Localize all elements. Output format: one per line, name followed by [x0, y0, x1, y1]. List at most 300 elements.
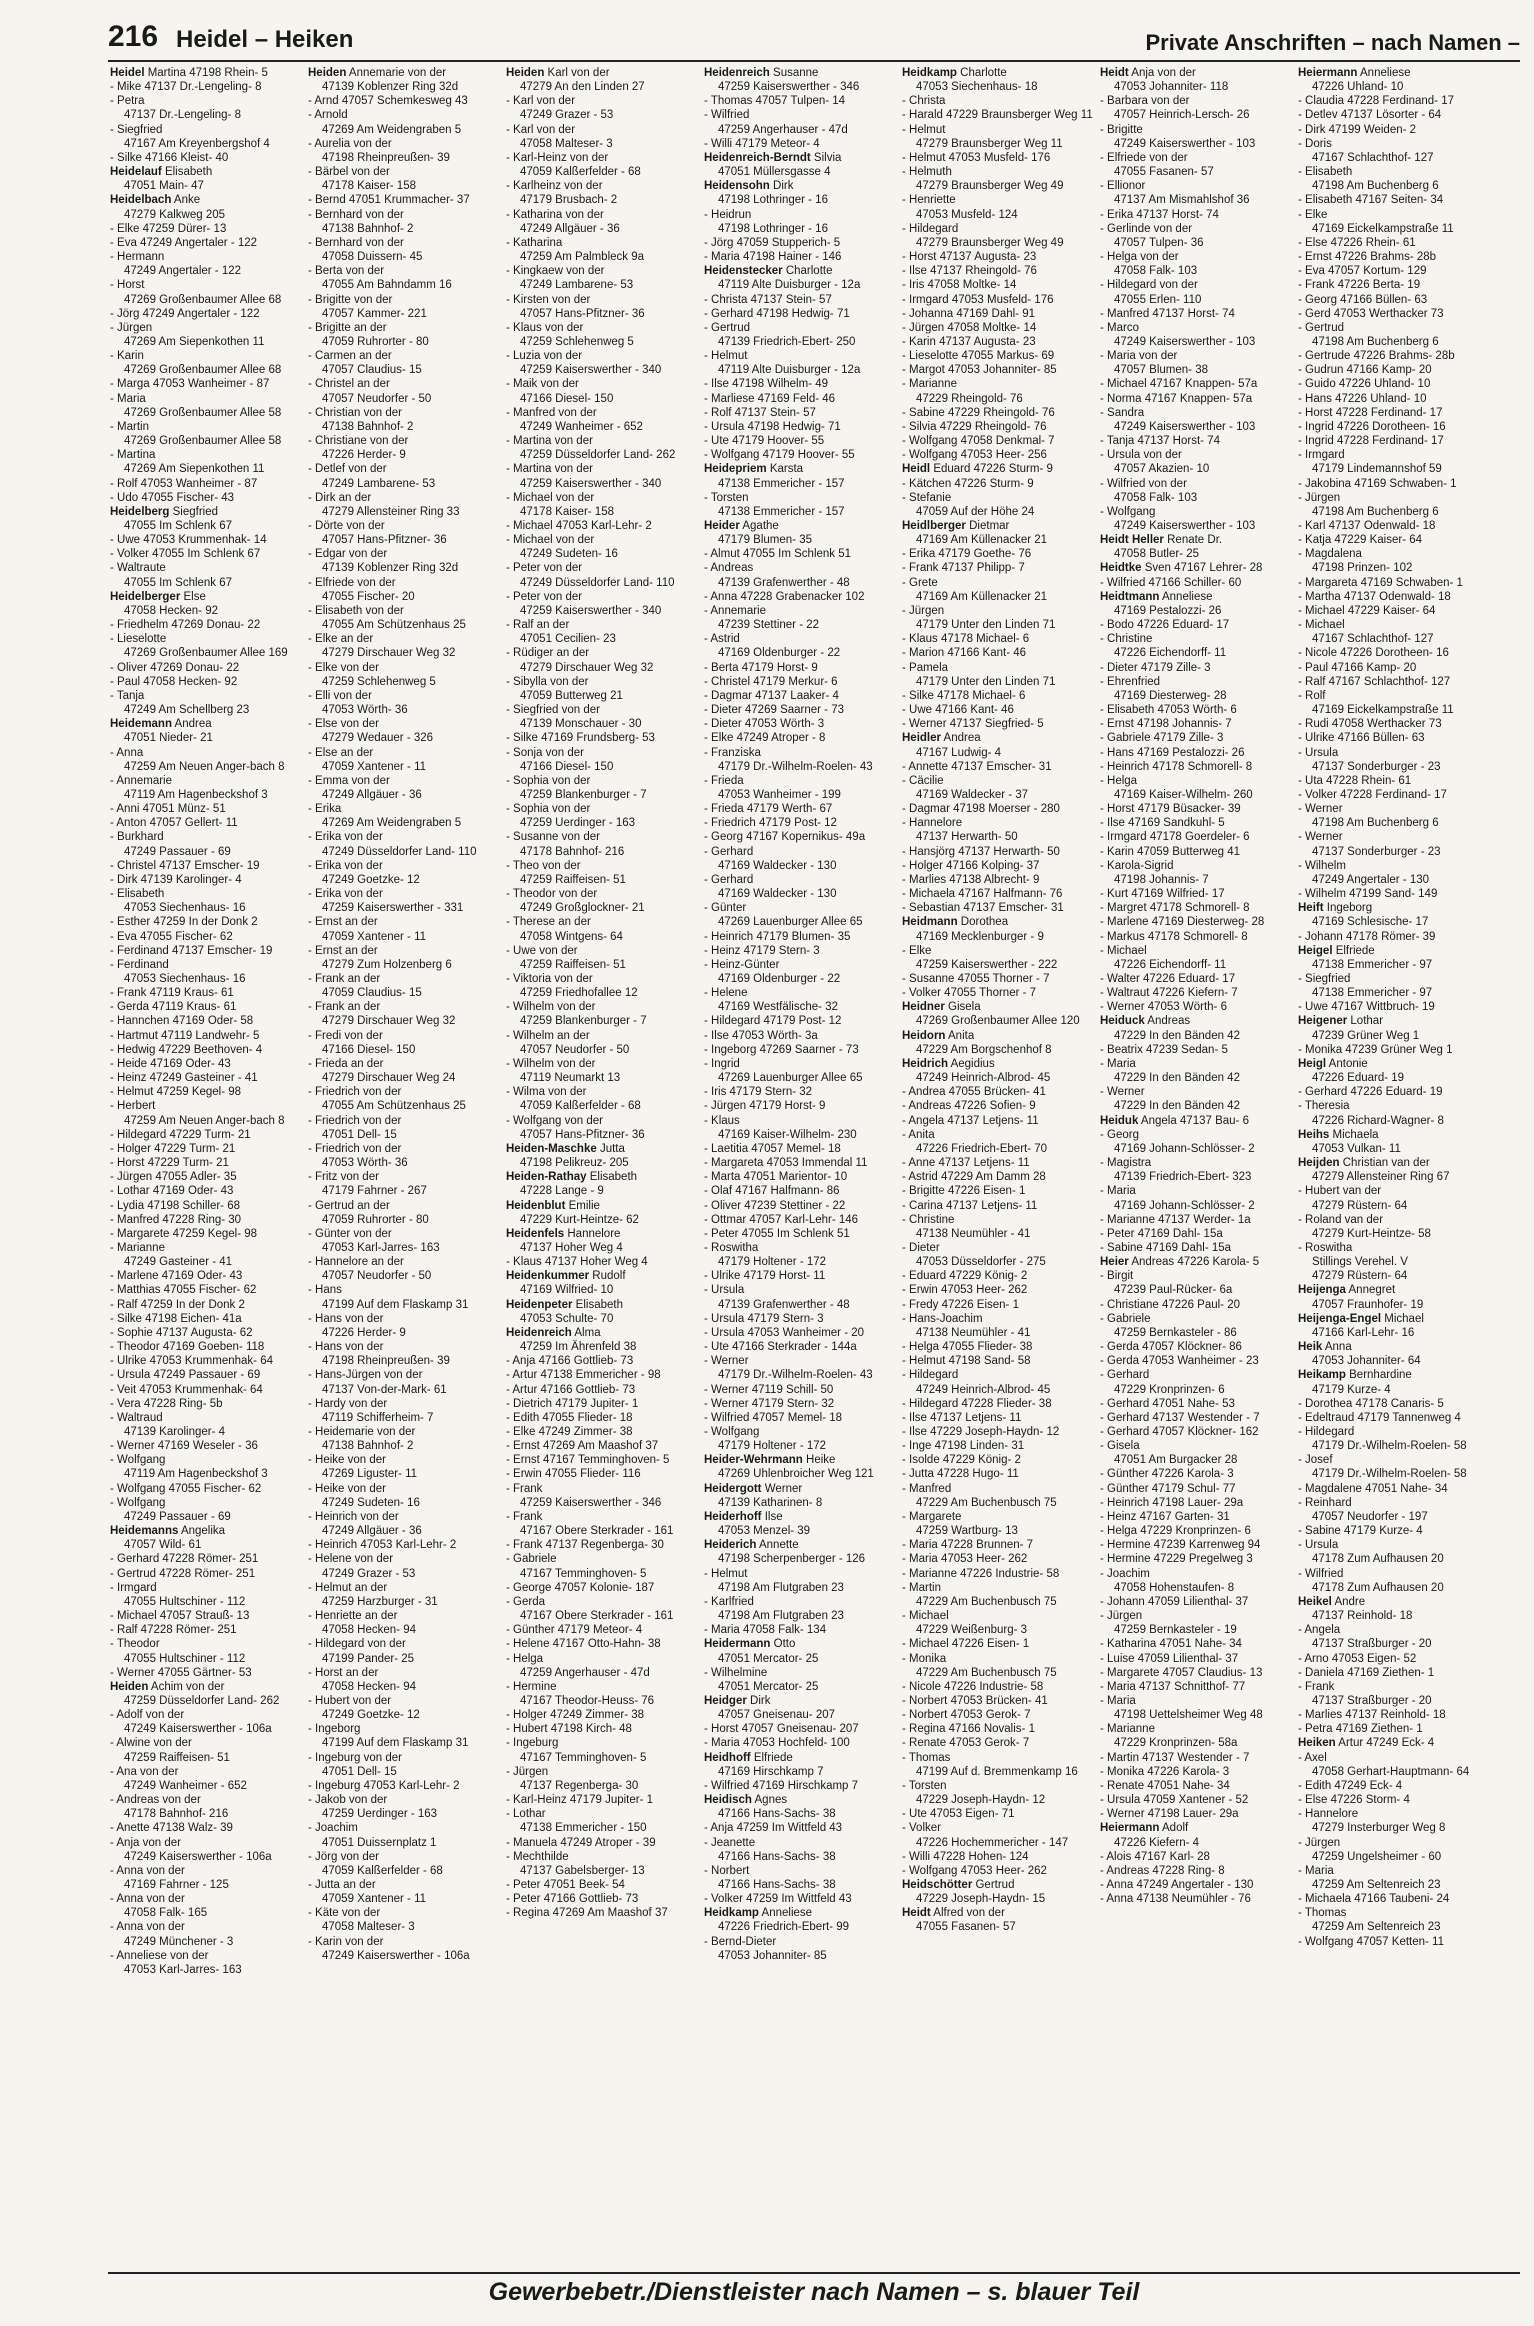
directory-entry: - Hildegard von der	[308, 1638, 406, 1651]
directory-entry: - Martha 47137 Odenwald- 18	[1298, 590, 1451, 603]
directory-entry: 47279 Wedauer - 326	[322, 732, 434, 745]
directory-entry: 47057 Neudorfer - 50	[322, 1270, 432, 1283]
directory-entry: - Susanne von der	[506, 831, 600, 844]
directory-entry: 47229 Joseph-Haydn- 12	[916, 1794, 1046, 1807]
directory-entry: - Marlene 47169 Oder- 43	[110, 1270, 243, 1283]
directory-entry: 47279 Allensteiner Ring 67	[1312, 1171, 1450, 1184]
directory-entry: - Käte von der	[308, 1907, 381, 1920]
surname-heading: Heidisch	[704, 1794, 752, 1807]
directory-entry: 47259 Kaiserswerther - 331	[322, 902, 464, 915]
directory-entry: 47051 Mercator- 25	[718, 1652, 819, 1665]
directory-entry: Heidner Gisela	[902, 1001, 981, 1014]
directory-entry: - Else von der	[308, 718, 379, 731]
directory-entry: - Carina 47137 Letjens- 11	[902, 1199, 1038, 1212]
directory-entry: - Eduard 47229 König- 2	[902, 1270, 1028, 1283]
directory-entry: 47169 Westfälische- 32	[718, 1001, 838, 1014]
directory-entry: 47059 Ruhrorter - 80	[322, 335, 429, 348]
directory-entry: - Frank 47137 Regenberga- 30	[506, 1539, 664, 1552]
directory-entry: - Helga	[506, 1652, 544, 1665]
directory-entry: - Peter von der	[506, 590, 583, 603]
directory-entry: - Frank	[506, 1482, 543, 1495]
directory-entry: - Werner	[704, 1355, 749, 1368]
directory-entry: - Werner 47137 Siegfried- 5	[902, 718, 1044, 731]
directory-entry: - Michael von der	[506, 491, 595, 504]
directory-entry: 47119 Am Hagenbeckshof 3	[124, 788, 268, 801]
directory-entry: 47198 Am Buchenberg 6	[1312, 505, 1439, 518]
directory-entry: - Anna 47228 Grabenacker 102	[704, 590, 865, 603]
directory-entry: - Horst 47228 Ferdinand- 17	[1298, 406, 1443, 419]
directory-entry: Heigel Elfriede	[1298, 944, 1375, 957]
directory-entry: - Karola-Sigrid	[1100, 859, 1174, 872]
directory-entry: - Fritz von der	[308, 1171, 379, 1184]
surname-heading: Heidelbach	[110, 194, 172, 207]
directory-entry: - Edith 47249 Eck- 4	[1298, 1779, 1403, 1792]
surname-heading: Heidkamp	[902, 67, 957, 79]
directory-entry: - Georg 47166 Büllen- 63	[1298, 293, 1428, 306]
directory-entry: - Helmut an der	[308, 1581, 388, 1594]
directory-entry: - Sabine 47229 Rheingold- 76	[902, 406, 1055, 419]
directory-entry: - Helmut	[704, 1567, 748, 1580]
directory-entry: 47259 Blankenburger - 7	[520, 1015, 647, 1028]
directory-entry: 47249 Am Schellberg 23	[124, 704, 250, 717]
directory-entry: Heidelbach Anke	[110, 194, 201, 207]
directory-entry: 47226 Friedrich-Ebert- 70	[916, 1142, 1048, 1155]
directory-entry: - Horst	[110, 279, 145, 292]
directory-entry: 47169 Diesterweg- 28	[1114, 689, 1227, 702]
directory-entry: - Fredi von der	[308, 1029, 383, 1042]
surname-heading: Heijenga-Engel	[1298, 1312, 1382, 1325]
directory-entry: - Gertrude 47226 Brahms- 28b	[1298, 350, 1455, 363]
page-number: 216	[108, 20, 159, 53]
directory-entry: 47058 Gerhart-Hauptmann- 64	[1312, 1765, 1470, 1778]
section-title: Private Anschriften – nach Namen –	[1145, 30, 1520, 55]
directory-entry: - Franziska	[704, 746, 761, 759]
directory-entry: - Hubert van der	[1298, 1185, 1382, 1198]
directory-entry: - Erwin 47055 Flieder- 116	[506, 1468, 641, 1481]
directory-entry: 47055 Fasanen- 57	[1114, 166, 1214, 179]
directory-entry: - Irmgard	[110, 1581, 157, 1594]
surname-heading: Heigel	[1298, 944, 1333, 957]
directory-entry: - Friedhelm 47269 Donau- 22	[110, 619, 261, 632]
directory-entry: 47279 Dirschauer Weg 32	[520, 661, 654, 674]
directory-entry: 47249 Grazer - 53	[520, 109, 614, 122]
directory-entry: 47051 Cecilien- 23	[520, 633, 616, 646]
directory-entry: - Gerhard 47051 Nahe- 53	[1100, 1397, 1235, 1410]
directory-entry: 47053 Siechenhaus- 16	[124, 902, 246, 915]
directory-entry: Heift Ingeborg	[1298, 902, 1373, 915]
directory-entry: - Tanja 47137 Horst- 74	[1100, 435, 1220, 448]
directory-entry: - Hildegard 47179 Post- 12	[704, 1015, 842, 1028]
directory-entry: 47249 Allgäuer - 36	[322, 788, 422, 801]
directory-entry: 47259 Ungelsheimer - 60	[1312, 1850, 1442, 1863]
directory-entry: - Anne 47137 Letjens- 11	[902, 1157, 1030, 1170]
directory-entry: - Ursula	[704, 1284, 745, 1297]
directory-entry: - Regina 47269 Am Maashof 37	[506, 1907, 668, 1920]
directory-entry: - Herbert	[110, 1100, 156, 1113]
directory-entry: 47198 Rheinpreußen- 39	[322, 151, 450, 164]
directory-entry: - Ursula 47059 Xantener - 52	[1100, 1794, 1249, 1807]
directory-entry: - Helene	[704, 987, 748, 1000]
surname-heading: Heiermann	[1100, 1822, 1160, 1835]
directory-entry: - Wolfgang 47058 Denkmal- 7	[902, 435, 1055, 448]
directory-entry: - Werner	[1298, 831, 1343, 844]
directory-entry: - Monika 47239 Grüner Weg 1	[1298, 1043, 1453, 1056]
directory-entry: - Martina von der	[506, 435, 593, 448]
directory-entry: - Ute 47053 Eigen- 71	[902, 1808, 1015, 1821]
directory-entry: - Katharina von der	[506, 208, 604, 221]
directory-entry: 47199 Auf dem Flaskamp 31	[322, 1298, 469, 1311]
directory-entry: - Ernst 47269 Am Maashof 37	[506, 1440, 659, 1453]
surname-heading: Heidenkummer	[506, 1270, 590, 1283]
directory-entry: - Frank	[1298, 1680, 1335, 1693]
directory-entry: - Karl-Heinz 47179 Jupiter- 1	[506, 1794, 654, 1807]
directory-entry: 47198 Lothringer - 16	[718, 194, 828, 207]
directory-entry: - Volker 47228 Ferdinand- 17	[1298, 788, 1447, 801]
directory-entry: 47138 Emmericher - 157	[718, 505, 845, 518]
surname-heading: Heidelberg	[110, 505, 170, 518]
directory-entry: - Johanna 47169 Dahl- 91	[902, 307, 1035, 320]
directory-entry: 47059 Xantener - 11	[322, 1893, 427, 1906]
directory-entry: - Iris 47058 Moltke- 14	[902, 279, 1017, 292]
directory-entry: - Georg	[1100, 1128, 1139, 1141]
directory-entry: 47259 Kaiserswerther - 340	[520, 477, 662, 490]
directory-entry: 47169 Pestalozzi- 26	[1114, 604, 1222, 617]
directory-entry: - Viktoria von der	[506, 973, 593, 985]
directory-entry: - Gerhard 47137 Westender - 7	[1100, 1411, 1260, 1424]
directory-entry: 47259 Uerdinger - 163	[520, 817, 636, 830]
directory-entry: 47198 Prinzen- 102	[1312, 562, 1413, 575]
directory-entry: Heidisch Agnes	[704, 1794, 788, 1807]
directory-entry: 47179 Holtener - 172	[718, 1440, 827, 1453]
directory-entry: 47229 In den Bänden 42	[1114, 1100, 1240, 1113]
directory-entry: - Doris	[1298, 137, 1332, 150]
directory-entry: - Frank 47119 Kraus- 61	[110, 987, 234, 1000]
directory-entry: - Ingrid	[704, 1057, 740, 1070]
directory-entry: - Guido 47226 Uhland- 10	[1298, 378, 1431, 391]
directory-entry: - Laetitia 47057 Memel- 18	[704, 1142, 841, 1155]
directory-entry: - Maria von der	[1100, 350, 1178, 363]
directory-entry: - Marianne 47137 Werder- 1a	[1100, 1213, 1251, 1226]
directory-entry: 47167 Obere Sterkrader - 161	[520, 1525, 674, 1538]
directory-entry: 47058 Malteser- 3	[322, 1921, 415, 1934]
directory-entry: - Harald 47229 Braunsberger Weg 11	[902, 109, 1093, 122]
directory-entry: - Lieselotte	[110, 633, 167, 646]
directory-entry: 47259 Am Neuen Anger-bach 8	[124, 1114, 285, 1127]
directory-entry: 47053 Johanniter- 64	[1312, 1355, 1421, 1368]
directory-entry: 47229 Am Buchenbusch 75	[916, 1496, 1057, 1509]
directory-entry: - Nicole 47226 Industrie- 58	[902, 1680, 1044, 1693]
directory-entry: 47055 Am Bahndamm 16	[322, 279, 452, 292]
directory-entry: 47169 Schlesische- 17	[1312, 916, 1429, 929]
directory-entry: 47249 Angertaler - 130	[1312, 873, 1430, 886]
directory-entry: - George 47057 Kolonie- 187	[506, 1581, 655, 1594]
directory-entry: - Wilfried 47057 Memel- 18	[704, 1411, 843, 1424]
directory-entry: 47053 Musfeld- 124	[916, 208, 1018, 221]
directory-entry: - Margareta 47169 Schwaben- 1	[1298, 576, 1463, 589]
directory-entry: Heidt Heller Renate Dr.	[1100, 534, 1223, 547]
directory-entry: - Brigitte von der	[308, 293, 393, 306]
directory-entry: - Silke 47166 Kleist- 40	[110, 151, 229, 164]
directory-entry: - Helga 47055 Flieder- 38	[902, 1341, 1033, 1354]
directory-entry: 47249 Sudeten- 16	[520, 548, 618, 561]
directory-entry: Heider Agathe	[704, 520, 779, 532]
directory-entry: - Jürgen 47179 Horst- 9	[704, 1100, 826, 1113]
directory-entry: - Ursula	[1298, 1539, 1339, 1552]
directory-entry: - Marianne	[110, 1241, 165, 1254]
directory-entry: - Anja 47259 Im Wittfeld 43	[704, 1822, 843, 1835]
directory-entry: - Gudrun 47166 Kamp- 20	[1298, 364, 1432, 377]
directory-entry: - Hannelore	[1298, 1808, 1359, 1821]
directory-entry: 47058 Butler- 25	[1114, 548, 1200, 561]
directory-entry: - Hildegard von der	[1100, 279, 1198, 292]
directory-entry: 47179 Kurze- 4	[1312, 1383, 1391, 1396]
directory-entry: - Andreas 47228 Ring- 8	[1100, 1864, 1225, 1877]
directory-entry: - Christine	[902, 1213, 955, 1226]
directory-entry: Heidkamp Charlotte	[902, 67, 1007, 79]
directory-entry: - Werner 47055 Gärtner- 53	[110, 1666, 252, 1679]
directory-entry: - Wilhelm 47199 Sand- 149	[1298, 888, 1438, 901]
directory-entry: 47137 Dr.-Lengeling- 8	[124, 109, 241, 122]
directory-entry: - Maria 47198 Hainer - 146	[704, 251, 842, 264]
directory-entry: - Sophia von der	[506, 774, 591, 787]
directory-entry: 47198 Scherpenberger - 126	[718, 1553, 866, 1566]
directory-entry: - Dieter 47053 Wörth- 3	[704, 718, 825, 731]
directory-entry: - Sophie 47137 Augusta- 62	[110, 1326, 253, 1339]
directory-entry: 47057 Hans-Pfitzner- 36	[520, 1128, 645, 1141]
directory-entry: - Luise 47059 Lilienthal- 37	[1100, 1652, 1239, 1665]
directory-entry: - Michaela 47167 Halfmann- 76	[902, 888, 1063, 901]
directory-entry: Heier Andreas 47226 Karola- 5	[1100, 1256, 1260, 1269]
directory-entry: - Martina von der	[506, 463, 593, 476]
directory-entry: - Berta 47179 Horst- 9	[704, 661, 818, 674]
directory-entry: - Karl 47137 Odenwald- 18	[1298, 520, 1436, 532]
directory-entry: - Wilhelm	[1298, 859, 1346, 872]
directory-entry: - Dirk an der	[308, 491, 372, 504]
directory-entry: - Tanja	[110, 689, 145, 702]
directory-entry: Heidenreich Alma	[506, 1326, 601, 1339]
surname-heading: Heikel	[1298, 1595, 1332, 1608]
directory-entry: 47259 Harzburger - 31	[322, 1595, 438, 1608]
directory-entry: - Theodor	[110, 1638, 160, 1651]
directory-entry: 47138 Emmericher - 150	[520, 1822, 647, 1835]
directory-entry: Heidenreich Susanne	[704, 67, 819, 79]
directory-entry: 47138 Bahnhof- 2	[322, 420, 414, 433]
directory-entry: Heidtmann Anneliese	[1100, 590, 1213, 603]
directory-entry: - Uwe 47167 Wittbruch- 19	[1298, 1001, 1435, 1014]
directory-entry: - Markus 47178 Schmorell- 8	[1100, 930, 1248, 943]
directory-entry: - Frank 47226 Berta- 19	[1298, 279, 1421, 292]
directory-entry: - Ute 47179 Hoover- 55	[704, 435, 825, 448]
directory-entry: - Ferdinand	[110, 958, 169, 971]
surname-heading: Heidmann	[902, 916, 958, 929]
directory-entry: - Jakobina 47169 Schwaben- 1	[1298, 477, 1457, 490]
directory-entry: 47279 Braunsberger Weg 49	[916, 180, 1064, 193]
directory-entry: Heijenga Annegret	[1298, 1284, 1396, 1297]
directory-entry: - Anna 47138 Neumühler - 76	[1100, 1893, 1251, 1906]
directory-entry: - Ursula 47198 Hedwig- 71	[704, 420, 841, 433]
directory-entry: - Brigitte	[1100, 123, 1143, 136]
directory-entry: - Edeltraud 47179 Tannenweg 4	[1298, 1411, 1461, 1424]
directory-entry: - Hannelore an der	[308, 1256, 404, 1269]
directory-entry: 47249 Lambarene- 53	[322, 477, 436, 490]
directory-entry: - Annemarie	[704, 604, 767, 617]
directory-entry: Stillings Verehel. V	[1312, 1256, 1408, 1269]
directory-entry: - Silke 47169 Frundsberg- 53	[506, 732, 655, 745]
directory-entry: 47279 Braunsberger Weg 49	[916, 236, 1064, 249]
directory-entry: 47249 Allgäuer - 36	[520, 222, 620, 235]
directory-entry: - Wilfried 47169 Hirschkamp 7	[704, 1779, 859, 1792]
directory-entry: 47169 Mecklenburger - 9	[916, 930, 1044, 943]
directory-entry: Heidemanns Angelika	[110, 1525, 226, 1538]
directory-entry: - Wilhelm an der	[506, 1029, 590, 1042]
directory-entry: - Bärbel von der	[308, 166, 390, 179]
directory-entry: Heidkamp Anneliese	[704, 1907, 813, 1920]
directory-entry: - Wilfried von der	[1100, 477, 1187, 490]
directory-entry: - Dieter 47269 Saarner - 73	[704, 704, 844, 717]
directory-entry: - Monika	[902, 1652, 947, 1665]
surname-heading: Heidenreich	[704, 67, 770, 79]
directory-entry: 47169 Johann-Schlösser- 2	[1114, 1142, 1255, 1155]
directory-entry: 47137 Hoher Weg 4	[520, 1241, 623, 1254]
directory-entry: - Dörte von der	[308, 520, 385, 532]
directory-entry: - Manfred 47228 Ring- 30	[110, 1213, 242, 1226]
directory-entry: - Michael 47053 Karl-Lehr- 2	[506, 520, 652, 532]
directory-entry: - Christel an der	[308, 378, 390, 391]
directory-entry: 47279 An den Linden 27	[520, 81, 645, 94]
directory-entry: - Roswitha	[1298, 1241, 1353, 1254]
directory-entry: 47179 Dr.-Wilhelm-Roelen- 58	[1312, 1440, 1467, 1453]
directory-entry: - Klaus	[704, 1114, 740, 1127]
directory-entry: 47057 Wild- 61	[124, 1539, 202, 1552]
directory-entry: 47226 Hochemmericher - 147	[916, 1836, 1069, 1849]
directory-entry: Heiden-Rathay Elisabeth	[506, 1171, 638, 1184]
directory-entry: - Dirk 47199 Weiden- 2	[1298, 123, 1417, 136]
directory-entry: 47198 Am Buchenberg 6	[1312, 817, 1439, 830]
directory-entry: 47259 Kaiserswerther - 340	[520, 604, 662, 617]
directory-entry: - Veit 47053 Krummenhak- 64	[110, 1383, 263, 1396]
directory-entry: - Joachim	[308, 1822, 358, 1835]
directory-entry: - Andreas	[704, 562, 754, 575]
directory-column	[1100, 66, 1290, 2262]
directory-entry: - Petra	[110, 95, 145, 108]
directory-entry: 47178 Bahnhof- 216	[520, 845, 625, 858]
directory-entry: - Michael	[1100, 944, 1147, 957]
directory-entry: - Hermine 47229 Pregelweg 3	[1100, 1553, 1253, 1566]
directory-entry: - Heinz-Günter	[704, 958, 780, 971]
directory-entry: 47259 Raiffeisen- 51	[520, 873, 626, 886]
directory-entry: - Elfriede von der	[1100, 151, 1188, 164]
directory-entry: Heidtke Sven 47167 Lehrer- 28	[1100, 562, 1263, 575]
directory-entry: - Ernst 47226 Brahms- 28b	[1298, 251, 1437, 264]
directory-entry: - Hansjörg 47137 Herwarth- 50	[902, 845, 1060, 858]
directory-entry: - Ottmar 47057 Karl-Lehr- 146	[704, 1213, 859, 1226]
directory-entry: 47166 Hans-Sachs- 38	[718, 1879, 836, 1891]
directory-entry: - Angela 47137 Letjens- 11	[902, 1114, 1039, 1127]
directory-entry: 47179 Unter den Linden 71	[916, 675, 1056, 688]
directory-entry: - Peter 47051 Beek- 54	[506, 1879, 625, 1891]
directory-entry: 47058 Duissern- 45	[322, 251, 423, 264]
directory-entry: 47279 Zum Holzenberg 6	[322, 958, 452, 971]
directory-entry: - Friedrich von der	[308, 1086, 402, 1099]
directory-entry: - Dagmar 47137 Laaker- 4	[704, 689, 839, 702]
directory-entry: - Peter 47166 Gottlieb- 73	[506, 1893, 639, 1906]
directory-entry: - Brigitte 47226 Eisen- 1	[902, 1185, 1026, 1198]
directory-entry: - Karl von der	[506, 123, 576, 136]
directory-entry: - Norma 47167 Knappen- 57a	[1100, 392, 1253, 405]
directory-entry: 47249 Goetzke- 12	[322, 873, 420, 886]
directory-entry: - Elisabeth	[1298, 166, 1353, 179]
directory-entry: - Wilfried	[704, 109, 750, 122]
directory-entry: - Maria 47137 Schnitthof- 77	[1100, 1680, 1246, 1693]
directory-entry: 47167 Temminghoven- 5	[520, 1567, 647, 1580]
directory-entry: 47259 Kaiserswerther - 340	[520, 364, 662, 377]
directory-entry: - Marco	[1100, 321, 1139, 334]
directory-entry: - Ralf 47259 In der Donk 2	[110, 1298, 245, 1311]
directory-entry: - Christiane 47226 Paul- 20	[1100, 1298, 1240, 1311]
directory-entry: 47053 Johanniter- 85	[718, 1949, 827, 1962]
directory-entry: 47167 Schlachthof- 127	[1312, 633, 1434, 646]
directory-entry: Heigl Antonie	[1298, 1057, 1368, 1070]
directory-entry: - Ingeborg	[308, 1723, 361, 1736]
directory-entry: - Nicole 47226 Dorotheen- 16	[1298, 647, 1449, 660]
directory-entry: - Gerhard	[704, 845, 754, 858]
directory-entry: 47055 Im Schlenk 67	[124, 576, 233, 589]
directory-entry: - Alwine von der	[110, 1737, 192, 1750]
directory-entry: 47249 Sudeten- 16	[322, 1496, 420, 1509]
directory-entry: 47167 Schlachthof- 127	[1312, 151, 1434, 164]
directory-entry: - Elke	[902, 944, 932, 957]
directory-entry: Heiermann Adolf	[1100, 1822, 1189, 1835]
directory-entry: - Maria 47058 Falk- 134	[704, 1624, 827, 1637]
surname-heading: Heidenblut	[506, 1199, 566, 1212]
directory-entry: 47249 Wanheimer - 652	[520, 420, 643, 433]
directory-entry: - Manfred 47137 Horst- 74	[1100, 307, 1235, 320]
surname-heading: Heidkamp	[704, 1907, 759, 1920]
directory-entry: 47198 Pelikreuz- 205	[520, 1157, 629, 1170]
directory-entry: 47137 Straßburger - 20	[1312, 1638, 1432, 1651]
directory-entry: - Rolf 47053 Wanheimer - 87	[110, 477, 258, 490]
directory-entry: - Ingeburg	[506, 1737, 559, 1750]
directory-entry: - Artur 47166 Gottlieb- 73	[506, 1383, 636, 1396]
directory-entry: - Rüdiger an der	[506, 647, 590, 660]
directory-entry: 47269 Am Siepenkothen 11	[124, 335, 265, 348]
directory-entry: - Sabine 47169 Dahl- 15a	[1100, 1241, 1232, 1254]
directory-entry: 47269 Großenbaumer Allee 120	[916, 1015, 1080, 1028]
directory-entry: - Anita	[902, 1128, 935, 1141]
directory-entry: - Erika von der	[308, 859, 383, 872]
directory-entry: Heijden Christian van der	[1298, 1157, 1430, 1170]
directory-entry: Heidrich Aegidius	[902, 1057, 995, 1070]
directory-entry: - Waltraute	[110, 562, 166, 575]
directory-entry: Heidelberg Siegfried	[110, 505, 219, 518]
surname-heading: Heiden	[506, 67, 545, 79]
directory-entry: 47179 Dr.-Wilhelm-Roelen- 43	[718, 760, 873, 773]
directory-entry: - Oliver 47239 Stettiner - 22	[704, 1199, 846, 1212]
directory-entry: 47169 Fahrner - 125	[124, 1879, 229, 1891]
directory-entry: - Ursula 47053 Wanheimer - 20	[704, 1326, 865, 1339]
directory-entry: 47229 Rheingold- 76	[916, 392, 1023, 405]
directory-entry: - Gabriele	[1100, 1312, 1151, 1325]
directory-entry: Heikamp Bernhardine	[1298, 1369, 1412, 1382]
directory-entry: - Manfred von der	[506, 406, 597, 419]
directory-entry: 47139 Grafenwerther - 48	[718, 1298, 850, 1311]
directory-entry: - Roswitha	[704, 1241, 759, 1254]
directory-entry: 47137 Sonderburger - 23	[1312, 845, 1441, 858]
directory-entry: 47239 Grüner Weg 1	[1312, 1029, 1420, 1042]
directory-entry: - Luzia von der	[506, 350, 583, 363]
directory-entry: - Anna von der	[110, 1864, 185, 1877]
directory-entry: - Ilse 47053 Wörth- 3a	[704, 1029, 818, 1042]
